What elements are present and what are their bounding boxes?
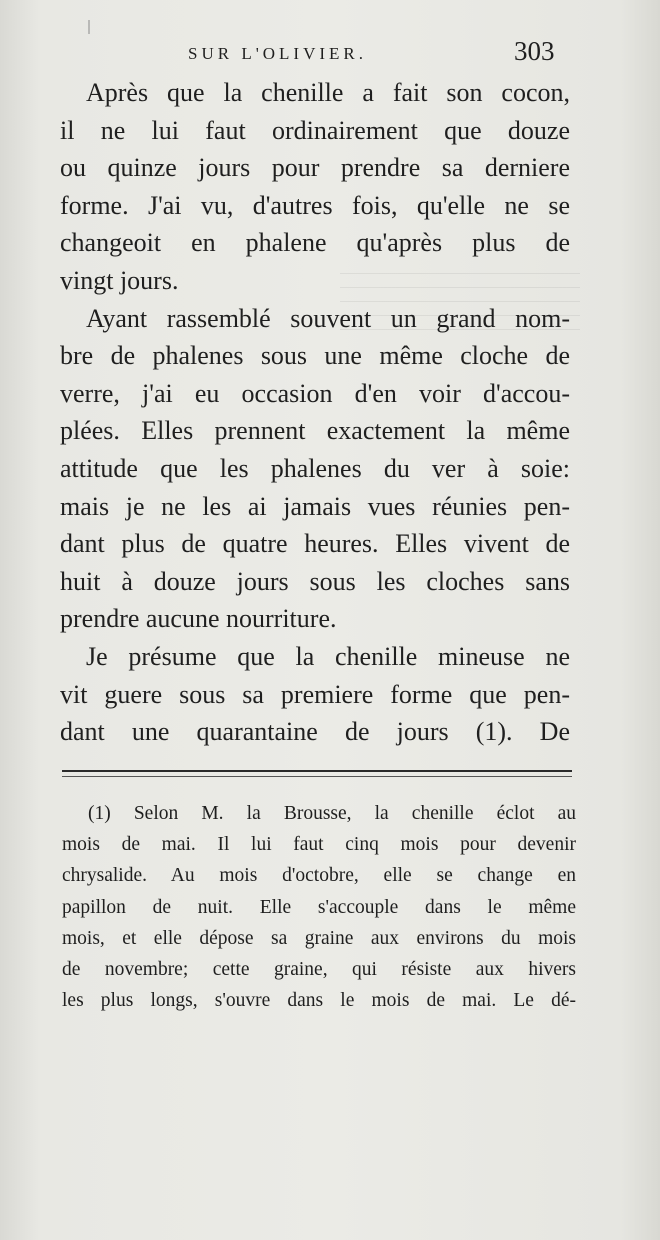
text-line: dant une quarantaine de jours (1). De [60,717,570,747]
text-line: dant plus de quatre heures. Elles vivent de [60,529,570,559]
footnote-rule [62,770,572,772]
text-line: il ne lui faut ordinairement que douze [60,115,570,145]
text-line: vit guere sous sa premiere forme que pen- [60,679,570,709]
footnote-line: de novembre; cette graine, qui résiste aux hivers [62,959,576,981]
paragraph-2 [60,300,570,638]
text-line: Après que la chenille a fait son cocon, [86,78,570,107]
page-edge-mark [88,20,90,34]
text-line: changeoit en phalene qu'après plus de [60,228,570,258]
paragraph-1 [60,74,570,300]
paragraph-3 [60,638,570,751]
text-line: huit à douze jours sous les cloches sans [60,566,570,596]
text-line: mais je ne les ai jamais vues réunies pen- [60,491,570,521]
text-line: attitude que les phalenes du ver à soie: [60,453,570,483]
text-line: Ayant rassemblé souvent un grand nom- [86,303,570,333]
footnote-line: mois de mai. Il lui faut cinq mois pour devenir [62,834,576,856]
text-line: bre de phalenes sous une même cloche de [60,341,570,371]
footnote-line: chrysalide. Au mois d'octobre, elle se change en [62,865,576,887]
page-header [0,34,660,74]
footnote-line: papillon de nuit. Elle s'accouple dans le même [62,896,576,918]
text-line: Je présume que la chenille mineuse ne [86,641,570,671]
footnote [62,798,576,1016]
footnote-rule-shadow [62,776,572,777]
text-line: vingt jours. [60,265,179,295]
page-number: 303 [514,36,555,66]
text-line: prendre aucune nourriture. [60,604,337,634]
text-line: verre, j'ai eu occasion d'en voir d'accou- [60,378,570,408]
main-text [60,74,570,751]
running-head: SUR L'OLIVIER. [188,44,368,63]
text-line: forme. J'ai vu, d'autres fois, qu'elle ne se [60,190,570,220]
text-line: plées. Elles prennent exactement la même [60,416,570,446]
footnote-line: (1) Selon M. la Brousse, la chenille éclot au [88,803,576,824]
text-line: ou quinze jours pour prendre sa derniere [60,153,570,183]
footnote-line: mois, et elle dépose sa graine aux environs du mois [62,927,576,949]
footnote-line: les plus longs, s'ouvre dans le mois de mai. Le dé- [62,990,576,1012]
